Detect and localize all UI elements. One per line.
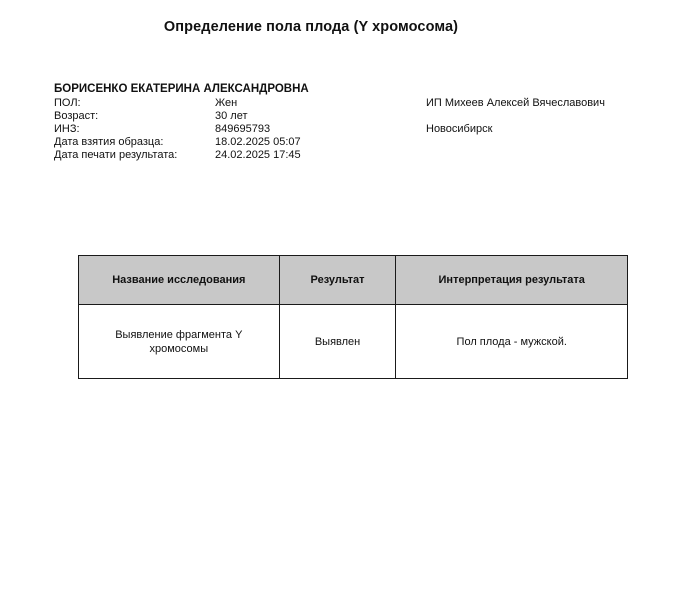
field-value: 18.02.2025 05:07 [215,136,301,148]
field-label: ИНЗ: [54,123,80,135]
cell-interpretation: Пол плода - мужской. [396,305,628,379]
column-header-test-name: Название исследования [79,256,280,305]
field-value: Жен [215,97,238,109]
column-header-interpretation: Интерпретация результата [396,256,628,305]
lab-city: Новосибирск [426,123,493,135]
results-table [78,255,628,379]
cell-test-name: Выявление фрагмента Y хромосомы [79,305,280,379]
table-header-row [79,256,628,305]
field-label: ПОЛ: [54,97,81,109]
field-value: 849695793 [215,123,271,135]
field-label: Возраст: [54,110,99,122]
field-value: 30 лет [215,110,248,122]
table-row [79,305,628,379]
field-value: 24.02.2025 17:45 [215,149,301,161]
field-label: Дата взятия образца: [54,136,164,148]
field-label: Дата печати результата: [54,149,178,161]
column-header-result: Результат [279,256,396,305]
document-title: Определение пола плода (Y хромосома) [163,19,459,35]
lab-name: ИП Михеев Алексей Вячеславович [426,97,605,109]
patient-name: БОРИСЕНКО ЕКАТЕРИНА АЛЕКСАНДРОВНА [54,83,309,95]
cell-result: Выявлен [279,305,396,379]
